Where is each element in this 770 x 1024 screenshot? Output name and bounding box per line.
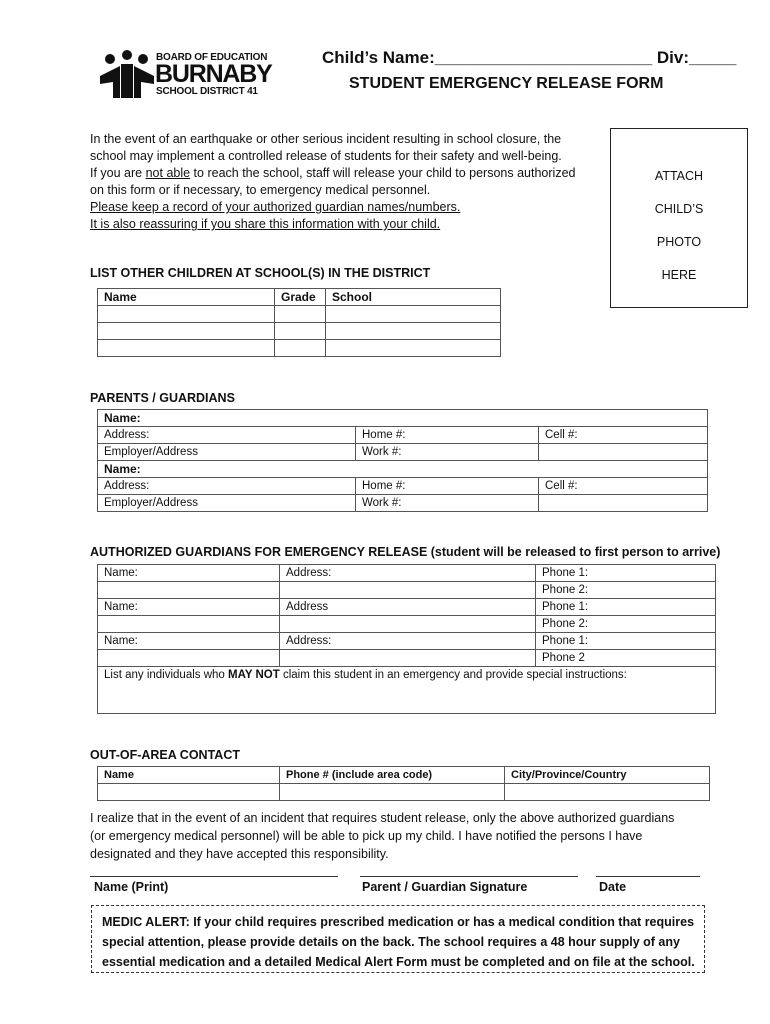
guardian-phone1-field[interactable]: Phone 1: — [536, 565, 716, 582]
record-reminder: Please keep a record of your authorized guardian names/numbers. — [90, 200, 461, 214]
parent-home-phone-field[interactable]: Home #: — [356, 427, 539, 444]
guardian-address-field[interactable]: Address — [280, 599, 536, 616]
guardian-phone2-field[interactable]: Phone 2: — [536, 616, 716, 633]
family-figures-icon — [98, 50, 156, 100]
medic-alert-line: essential medication and a detailed Medical Alert Form must be completed and on file at the school. — [102, 955, 695, 969]
child-grade-cell[interactable] — [275, 340, 326, 357]
acknowledgement-paragraph — [90, 809, 674, 863]
parent-name-field[interactable]: Name: — [98, 410, 708, 427]
child-school-cell[interactable] — [326, 323, 501, 340]
authorized-guardians-title — [90, 545, 720, 559]
guardian-blank-cell[interactable] — [280, 650, 536, 667]
contact-phone-cell[interactable] — [280, 784, 505, 801]
intro-line — [90, 165, 600, 182]
date-line[interactable] — [596, 876, 700, 877]
form-title: STUDENT EMERGENCY RELEASE FORM — [349, 75, 664, 92]
intro-text: If you are — [90, 166, 146, 180]
acknowledgement-line: I realize that in the event of an incident that requires student release, only the above authorized guardians — [90, 811, 675, 825]
guardian-blank-cell[interactable] — [98, 616, 280, 633]
may-not-text: List any individuals who — [104, 669, 229, 681]
medic-alert-line: special attention, please provide details on the back. The school requires a 48 hour supply of any — [102, 935, 680, 949]
parent-name-field[interactable]: Name: — [98, 461, 708, 478]
parent-blank-cell[interactable] — [539, 495, 708, 512]
guardian-blank-cell[interactable] — [280, 582, 536, 599]
child-name-cell[interactable] — [98, 340, 275, 357]
childs-name-division-field[interactable]: Child’s Name:_______________________ Div:_____ — [322, 48, 737, 67]
may-not-text: claim this student in an emergency and provide special instructions: — [279, 669, 627, 681]
acknowledgement-line: designated and they have accepted this responsibility. — [90, 847, 389, 861]
table-header-row — [98, 289, 501, 306]
column-header-school: School — [326, 289, 501, 306]
parent-cell-phone-field[interactable]: Cell #: — [539, 478, 708, 495]
name-print-label: Name (Print) — [94, 880, 169, 894]
may-not-claim-field[interactable] — [98, 667, 716, 714]
parents-guardians-table — [97, 409, 708, 512]
intro-line: on this form or if necessary, to emergency medical personnel. — [90, 183, 431, 197]
table-row[interactable] — [98, 340, 501, 357]
guardian-blank-cell[interactable] — [98, 650, 280, 667]
share-reminder: It is also reassuring if you share this information with your child. — [90, 217, 441, 231]
table-row[interactable] — [98, 784, 710, 801]
column-header-name: Name — [98, 289, 275, 306]
school-district-logo — [98, 50, 272, 100]
other-children-title: LIST OTHER CHILDREN AT SCHOOL(S) IN THE DISTRICT — [90, 266, 431, 280]
photo-box-text: PHOTO — [656, 235, 702, 249]
out-of-area-table — [97, 766, 710, 801]
child-grade-cell[interactable] — [275, 306, 326, 323]
parent-home-phone-field[interactable]: Home #: — [356, 478, 539, 495]
table-row[interactable] — [98, 306, 501, 323]
column-header-location: City/Province/Country — [505, 767, 710, 784]
signature-label: Parent / Guardian Signature — [362, 880, 528, 894]
parent-blank-cell[interactable] — [539, 444, 708, 461]
guardian-phone2-field[interactable]: Phone 2: — [536, 582, 716, 599]
parent-work-phone-field[interactable]: Work #: — [356, 495, 539, 512]
photo-box-text: ATTACH — [654, 169, 704, 183]
guardian-name-field[interactable]: Name: — [98, 633, 280, 650]
guardian-phone1-field[interactable]: Phone 1: — [536, 633, 716, 650]
guardian-address-field[interactable]: Address: — [280, 633, 536, 650]
signature-line[interactable] — [360, 876, 578, 877]
intro-text: to reach the school, staff will release your child to persons authorized — [190, 166, 576, 180]
child-school-cell[interactable] — [326, 306, 501, 323]
logo-board-text: BOARD OF EDUCATION — [156, 52, 268, 63]
photo-box-text: HERE — [661, 268, 697, 282]
child-school-cell[interactable] — [326, 340, 501, 357]
parents-guardians-title: PARENTS / GUARDIANS — [90, 391, 235, 405]
guardian-name-field[interactable]: Name: — [98, 599, 280, 616]
column-header-name: Name — [98, 767, 280, 784]
medic-alert-line: MEDIC ALERT: If your child requires prescribed medication or has a medical condition that requires — [102, 915, 695, 929]
may-not-emphasis: MAY NOT — [228, 669, 280, 681]
intro-line: school may implement a controlled release of students for their safety and well-being. — [90, 149, 562, 163]
photo-attach-box[interactable] — [610, 128, 748, 308]
authorized-title-bold: AUTHORIZED GUARDIANS FOR EMERGENCY RELEASE — [90, 545, 428, 559]
medic-alert-box — [91, 905, 705, 973]
authorized-title-note: (student will be released to first person to arrive) — [427, 545, 721, 559]
child-name-cell[interactable] — [98, 323, 275, 340]
guardian-blank-cell[interactable] — [280, 616, 536, 633]
authorized-guardians-table — [97, 564, 716, 714]
name-print-line[interactable] — [90, 876, 338, 877]
guardian-name-field[interactable]: Name: — [98, 565, 280, 582]
logo-burnaby-text: BURNABY — [155, 60, 272, 88]
logo-district-text: SCHOOL DISTRICT 41 — [156, 86, 258, 97]
parent-employer-field[interactable]: Employer/Address — [98, 444, 356, 461]
parent-address-field[interactable]: Address: — [98, 427, 356, 444]
acknowledgement-line: (or emergency medical personnel) will be able to pick up my child. I have notified the persons I have — [90, 829, 643, 843]
child-grade-cell[interactable] — [275, 323, 326, 340]
column-header-phone: Phone # (include area code) — [280, 767, 505, 784]
not-able-emphasis: not able — [145, 166, 191, 180]
guardian-phone2-field[interactable]: Phone 2 — [536, 650, 716, 667]
contact-name-cell[interactable] — [98, 784, 280, 801]
parent-work-phone-field[interactable]: Work #: — [356, 444, 539, 461]
date-label: Date — [599, 880, 627, 894]
parent-address-field[interactable]: Address: — [98, 478, 356, 495]
column-header-grade: Grade — [275, 289, 326, 306]
contact-location-cell[interactable] — [505, 784, 710, 801]
guardian-phone1-field[interactable]: Phone 1: — [536, 599, 716, 616]
guardian-blank-cell[interactable] — [98, 582, 280, 599]
other-children-table — [97, 288, 501, 357]
photo-box-text: CHILD’S — [654, 202, 704, 216]
intro-line: In the event of an earthquake or other serious incident resulting in school closure, the — [90, 132, 562, 146]
out-of-area-title: OUT-OF-AREA CONTACT — [90, 748, 240, 762]
guardian-address-field[interactable]: Address: — [280, 565, 536, 582]
table-row[interactable] — [98, 323, 501, 340]
parent-cell-phone-field[interactable]: Cell #: — [539, 427, 708, 444]
child-name-cell[interactable] — [98, 306, 275, 323]
intro-paragraph — [90, 131, 600, 233]
parent-employer-field[interactable]: Employer/Address — [98, 495, 356, 512]
